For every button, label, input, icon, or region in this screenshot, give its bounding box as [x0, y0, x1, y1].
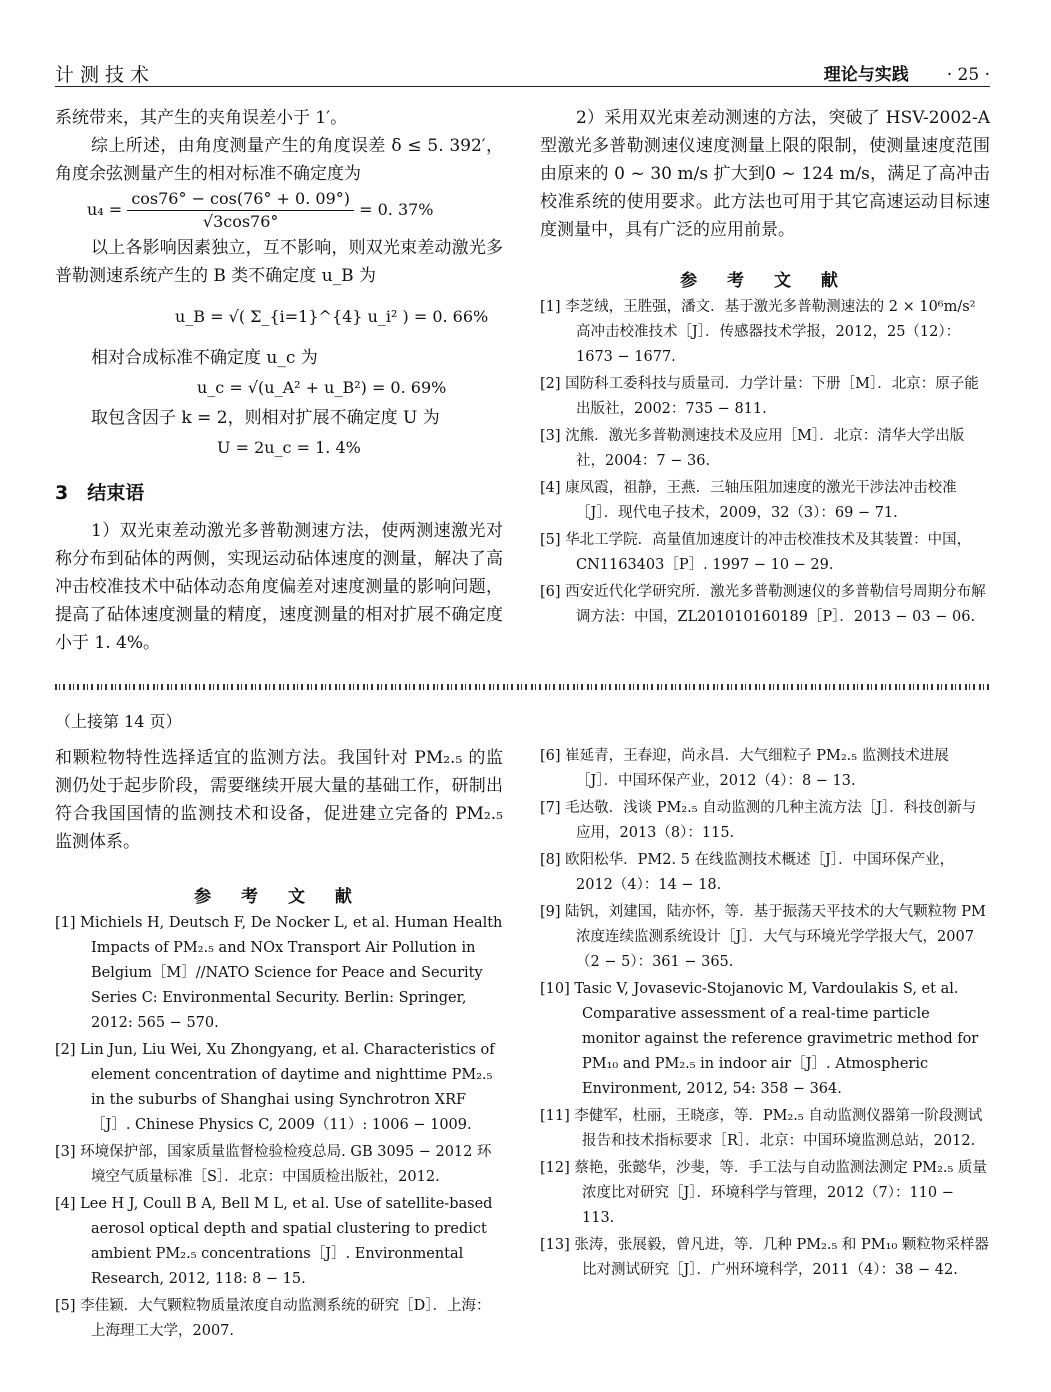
journal-name: 计测技术 [55, 64, 156, 86]
references-list [55, 911, 503, 1344]
paragraph: 取包含因子 k = 2，则相对扩展不确定度 U 为 [91, 408, 440, 428]
reference-item: [2] Lin Jun, Liu Wei, Xu Zhongyang, et al. Characteristics of element concentration of daytime and nighttime PM₂.₅ in the suburbs of Shanghai using Synchrotron XRF［J］. Chinese Physics C, 2009（11）: 1006 − 1009. [55, 1042, 495, 1133]
paragraph: 以上各影响因素独立，互不影响，则双光束差动激光多普勒测速系统产生的 B 类不确定度 u_B 为 [55, 238, 503, 286]
top-left-column [55, 104, 503, 657]
reference-item: [8] 欧阳松华．PM2. 5 在线监测技术概述［J］．中国环保产业，2012（4）：14 − 18. [540, 852, 955, 893]
section-heading: 3 结束语 [55, 482, 145, 504]
references-title: 参 考 文 献 [680, 271, 850, 291]
formula-uc: u_c = √(u_A² + u_B²) = 0. 69% [197, 378, 447, 397]
reference-item: [7] 毛达敬．浅谈 PM₂.₅ 自动监测的几种主流方法［J］．科技创新与应用，2013（8）：115. [540, 800, 977, 841]
reference-item: [2] 国防科工委科技与质量司．力学计量：下册［M］．北京：原子能出版社，2002：735 − 811. [540, 376, 979, 417]
bottom-right-column [540, 744, 990, 1285]
reference-item: [10] Tasic V, Jovasevic-Stojanovic M, Vardoulakis S, et al. Comparative assessment of a real-time particle monitor against the reference gravimetric method for PM₁₀ and PM₂.₅ in indoor air［J］. Atmospheric Environment, 2012, 54: 358 − 364. [540, 981, 979, 1097]
reference-item: [3] 环境保护部，国家质量监督检验检疫总局. GB 3095 − 2012 环境空气质量标准［S］．北京：中国质检出版社，2012. [55, 1144, 492, 1185]
paragraph: 系统带来，其产生的夹角误差小于 1′。 [55, 108, 348, 128]
formula-numerator: cos76° − cos(76° + 0. 09°) [127, 188, 354, 211]
paragraph: 综上所述，由角度测量产生的角度误差 δ ≤ 5. 392′，角度余弦测量产生的相对标准不确定度为 [55, 136, 503, 184]
reference-item: [12] 蔡艳，张懿华，沙斐，等．手工法与自动监测法测定 PM₂.₅ 质量浓度比对研究［J］．环境科学与管理，2012（7）：110 − 113. [540, 1160, 987, 1226]
references-list [540, 295, 990, 630]
paragraph: 相对合成标准不确定度 u_c 为 [91, 348, 318, 368]
reference-item: [5] 李佳颖．大气颗粒物质量浓度自动监测系统的研究［D］．上海：上海理工大学，2007. [55, 1298, 491, 1339]
reference-item: [9] 陆钒，刘建国，陆亦怀，等．基于振荡天平技术的大气颗粒物 PM 浓度连续监测系统设计［J］．大气与环境光学学报大气，2007（2 − 5）：361 − 365. [540, 904, 986, 970]
reference-item: [6] 崔延青，王春迎，尚永昌．大气细粒子 PM₂.₅ 监测技术进展［J］．中国环保产业，2012（4）：8 − 13. [540, 748, 949, 789]
reference-item: [5] 华北工学院．高量值加速度计的冲击校准技术及其装置：中国，CN1163403［P］. 1997 − 10 − 29. [540, 532, 972, 573]
separator-rule [55, 684, 990, 690]
formula-fraction [127, 188, 354, 233]
formula-uB: u_B = √( Σ_{i=1}^{4} u_i² ) = 0. 66% [175, 307, 489, 326]
reference-item: [13] 张涛，张展毅，曾凡进，等．几种 PM₂.₅ 和 PM₁₀ 颗粒物采样器比对测试研究［J］．广州环境科学，2011（4）：38 − 42. [540, 1237, 989, 1278]
formula-denominator: √3cos76° [202, 212, 279, 231]
continuation-note: （上接第 14 页） [55, 712, 182, 731]
formula-U: U = 2u_c = 1. 4% [217, 438, 361, 457]
header-right [824, 60, 990, 85]
bottom-left-column [55, 708, 503, 1346]
reference-item: [1] 李芝绒，王胜强，潘文．基于激光多普勒测速法的 2 × 10⁶m/s² 高冲击校准技术［J］．传感器技术学报，2012，25（12）：1673 − 1677. [540, 299, 976, 365]
reference-item: [1] Michiels H, Deutsch F, De Nocker L, et al. Human Health Impacts of PM₂.₅ and NOx Transport Air Pollution in Belgium［M］//NATO Science for Peace and Security Series C: Environmental Security. Berlin: Springer, 2012: 565 − 570. [55, 915, 503, 1031]
paragraph: 2）采用双光束差动测速的方法，突破了 HSV-2002-A 型激光多普勒测速仪速度测量上限的限制，使测量速度范围由原来的 0 ~ 30 m/s 扩大到0 ~ 124 m/s，满足了高冲击校准系统的使用要求。此方法也可用于其它高速运动目标速度测量中，具有广泛的应用前景。 [540, 108, 990, 240]
references-list [540, 744, 990, 1283]
reference-item: [6] 西安近代化学研究所．激光多普勒测速仪的多普勒信号周期分布解调方法：中国，ZL201010160189［P］．2013 − 03 − 06. [540, 584, 986, 625]
reference-item: [3] 沈熊．激光多普勒测速技术及应用［M］．北京：清华大学出版社，2004：7 − 36. [540, 428, 965, 469]
reference-item: [11] 李健军，杜丽，王晓彦，等．PM₂.₅ 自动监测仪器第一阶段测试报告和技术指标要求［R］．北京：中国环境监测总站，2012. [540, 1108, 983, 1149]
section-name: 理论与实践 [823, 65, 909, 85]
formula-rhs: = 0. 37% [359, 200, 434, 219]
reference-item: [4] 康凤霞，祖静，王燕．三轴压阻加速度的激光干涉法冲击校准［J］．现代电子技术，2009，32（3）：69 − 71. [540, 480, 957, 521]
formula-lhs: u₄ = [87, 200, 123, 219]
paragraph: 和颗粒物特性选择适宜的监测方法。我国针对 PM₂.₅ 的监测仍处于起步阶段，需要继续开展大量的基础工作，研制出符合我国国情的监测技术和设备，促进建立完备的 PM₂.₅ 监测体系。 [55, 748, 503, 852]
paragraph: 1）双光束差动激光多普勒测速方法，使两测速激光对称分布到砧体的两侧，实现运动砧体速度的测量，解决了高冲击校准技术中砧体动态角度偏差对速度测量的影响问题，提高了砧体速度测量的精度，速度测量的相对扩展不确定度小于 1. 4%。 [55, 521, 503, 653]
running-header [55, 58, 990, 87]
references-title: 参 考 文 献 [194, 887, 364, 907]
formula-u4 [55, 188, 503, 234]
reference-item: [4] Lee H J, Coull B A, Bell M L, et al. Use of satellite-based aerosol optical depth and spatial clustering to predict ambient PM₂.₅ concentrations［J］. Environmental Research, 2012, 118: 8 − 15. [55, 1196, 493, 1287]
top-right-column [540, 104, 990, 632]
page-number: · 25 · [946, 65, 990, 85]
